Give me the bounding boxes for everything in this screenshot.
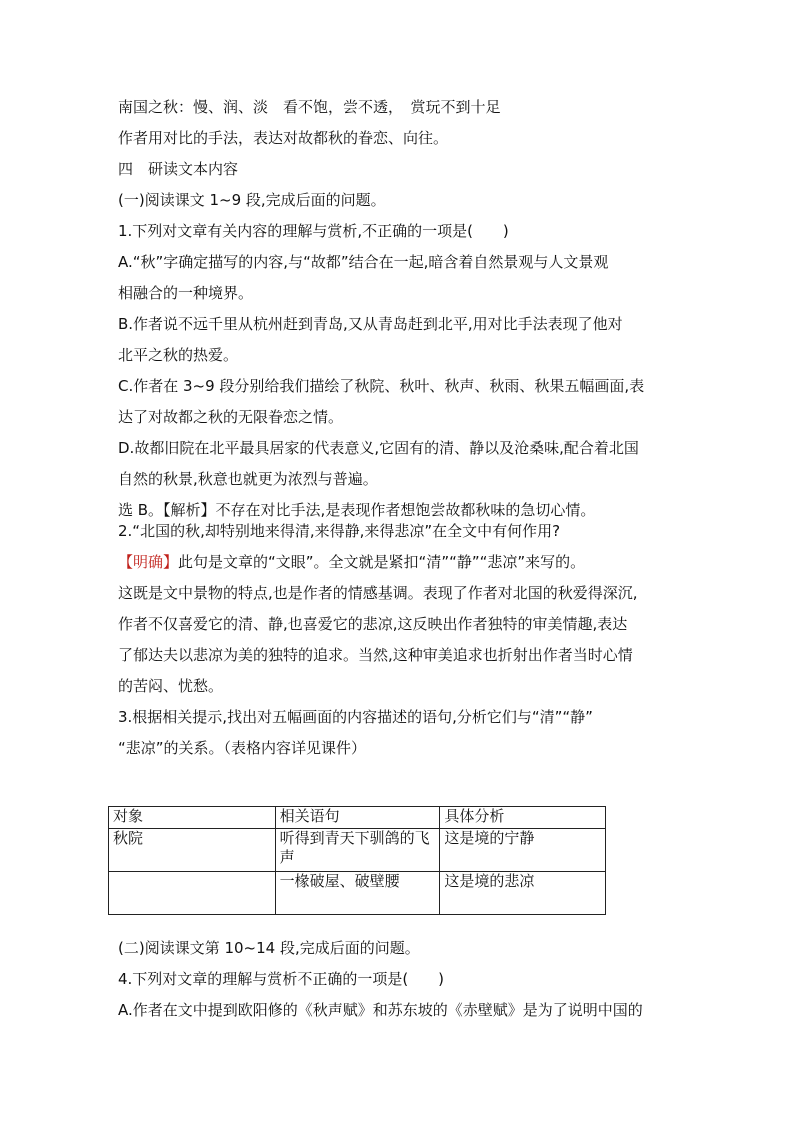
table-row — [109, 872, 606, 915]
option-b-line2: 北平之秋的热爱。 — [118, 346, 239, 364]
option-a-line2: 相融合的一种境界。 — [118, 284, 254, 302]
answer-2-line5: 的苦闷、忧愁。 — [118, 677, 224, 695]
question-3-line1: 3.根据相关提示,找出对五幅画面的内容描述的语句,分析它们与“清”“静” — [118, 708, 593, 726]
table-header-cell: 对象 — [109, 807, 276, 829]
option-d-line1: D.故都旧院在北平最具居家的代表意义,它固有的清、静以及沧桑味,配合着北国 — [118, 439, 639, 457]
table-cell — [109, 872, 276, 915]
table-cell: 这是境的宁静 — [440, 829, 606, 872]
subsection-heading: (一)阅读课文 1~9 段,完成后面的问题。 — [118, 191, 386, 209]
line-1: 南国之秋：慢、润、淡 看不饱，尝不透， 赏玩不到十足 — [118, 98, 501, 116]
option-c-line2: 达了对故都之秋的无限眷恋之情。 — [118, 408, 344, 426]
answer-2-line3: 作者不仅喜爱它的清、静,也喜爱它的悲凉,这反映出作者独特的审美情趣,表达 — [118, 615, 628, 633]
answer-2-line4: 了郁达夫以悲凉为美的独特的追求。当然,这种审美追求也折射出作者当时心情 — [118, 646, 633, 664]
table-header-cell: 相关语句 — [275, 807, 440, 829]
question-1: 1.下列对文章有关内容的理解与赏析,不正确的一项是( ) — [118, 222, 509, 240]
answer-1: 选 B。【解析】不存在对比手法,是表现作者想饱尝故都秋味的急切心情。 — [118, 501, 596, 519]
answer-tag: 【明确】 — [118, 553, 179, 571]
subsection-2-heading: (二)阅读课文第 10~14 段,完成后面的问题。 — [118, 939, 420, 957]
analysis-table — [108, 806, 606, 915]
line-2: 作者用对比的手法，表达对故都秋的眷恋、向往。 — [118, 129, 449, 147]
table-header-cell: 具体分析 — [440, 807, 606, 829]
option-d-line2: 自然的秋景,秋意也就更为浓烈与普遍。 — [118, 470, 378, 488]
section-heading: 四 研读文本内容 — [118, 160, 239, 178]
question-4: 4.下列对文章的理解与赏析不正确的一项是( ) — [118, 970, 445, 988]
option-c-line1: C.作者在 3~9 段分别给我们描绘了秋院、秋叶、秋声、秋雨、秋果五幅画面,表 — [118, 377, 645, 395]
table-cell: 听得到青天下驯鸽的飞声 — [275, 829, 440, 872]
answer-2-line1 — [118, 552, 585, 572]
question-2: 2.“北国的秋,却特别地来得清,来得静,来得悲凉”在全文中有何作用? — [118, 522, 561, 540]
option-b-line1: B.作者说不远千里从杭州赶到青岛,又从青岛赶到北平,用对比手法表现了他对 — [118, 315, 623, 333]
answer-2-line2: 这既是文中景物的特点,也是作者的情感基调。表现了作者对北国的秋爱得深沉, — [118, 584, 638, 602]
question-4-option-a: A.作者在文中提到欧阳修的《秋声赋》和苏东坡的《赤壁赋》是为了说明中国的 — [118, 1001, 643, 1019]
table-cell: 一椽破屋、破壁腰 — [275, 872, 440, 915]
option-a-line1: A.“秋”字确定描写的内容,与“故都”结合在一起,暗含着自然景观与人文景观 — [118, 253, 609, 271]
answer-text: 此句是文章的“文眼”。全文就是紧扣“清”“静”“悲凉”来写的。 — [178, 553, 586, 571]
table-row — [109, 829, 606, 872]
question-3-line2: “悲凉”的关系。（表格内容详见课件） — [118, 739, 367, 757]
table-cell: 秋院 — [109, 829, 276, 872]
table-header-row — [109, 807, 606, 829]
table-cell: 这是境的悲凉 — [440, 872, 606, 915]
